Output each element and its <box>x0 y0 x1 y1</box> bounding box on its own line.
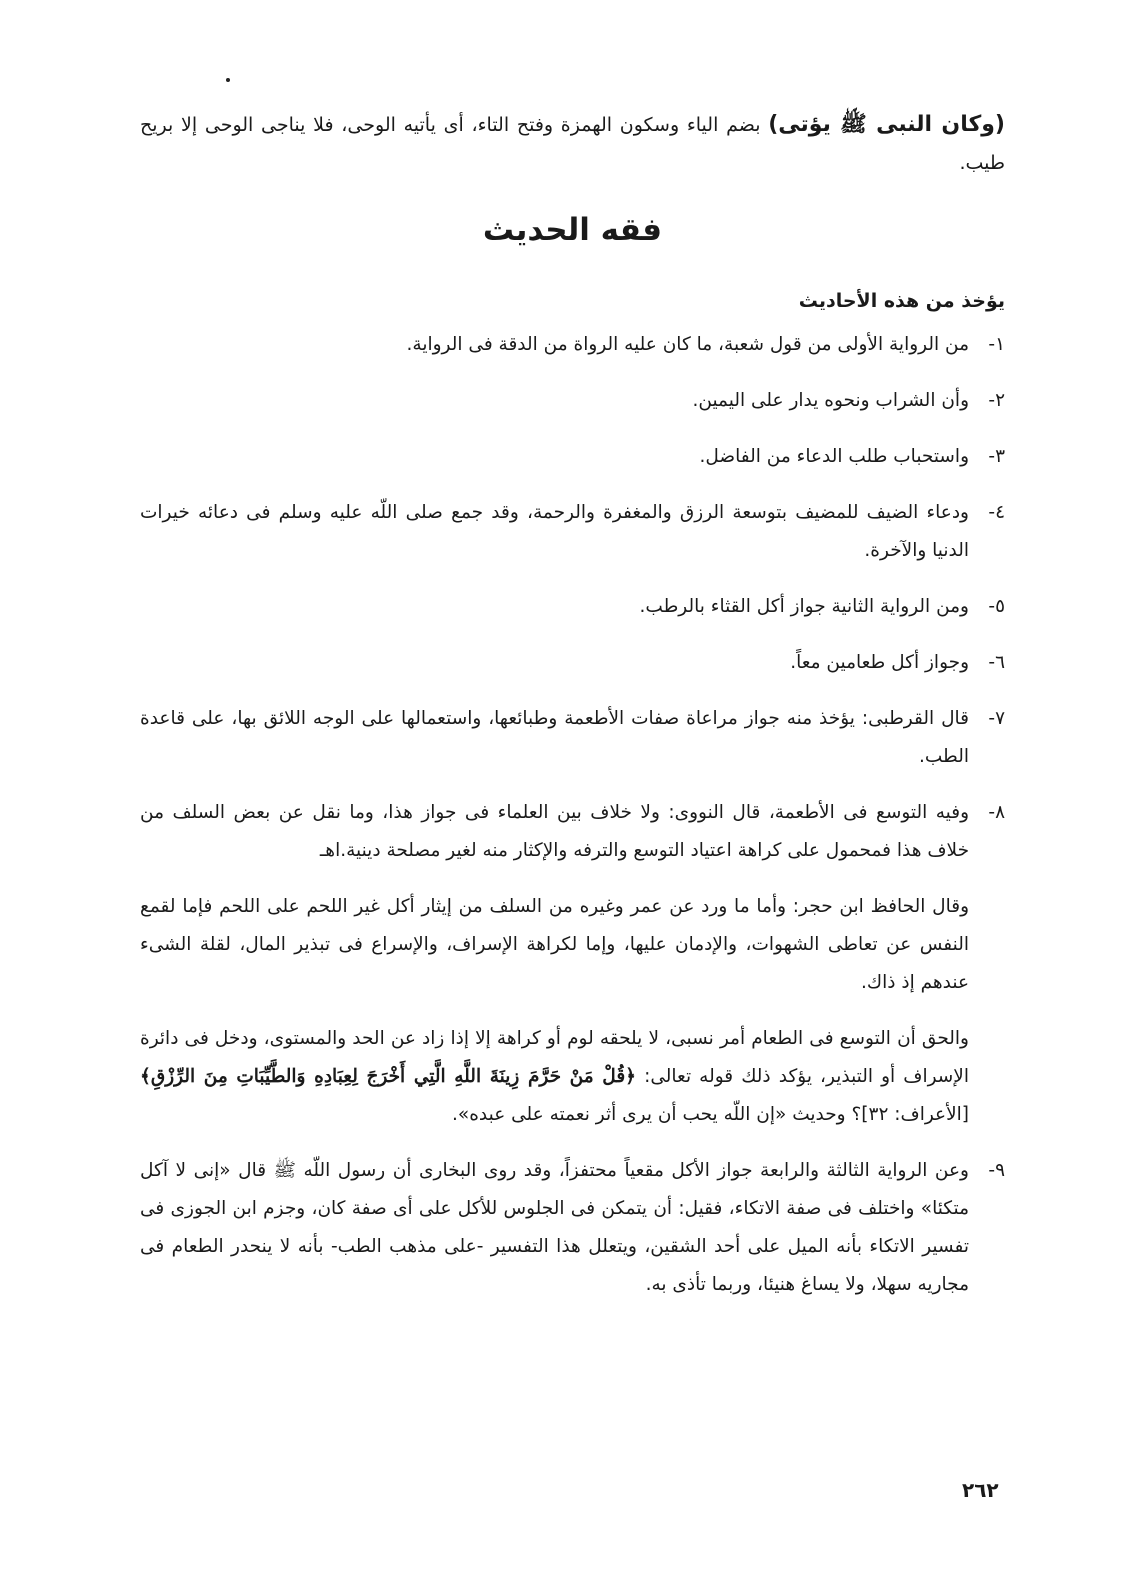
paragraph-moderation <box>140 1020 969 1134</box>
list-item <box>140 700 1005 776</box>
list-item <box>140 588 1005 626</box>
item-text: وجواز أكل طعامين معاً. <box>790 652 969 673</box>
item-text: قال القرطبى: يؤخذ منه جواز مراعاة صفات الأطعمة وطبائعها، واستعمالها على الوجه اللائق بها، على قاعدة الطب. <box>140 708 969 767</box>
item-number: ٤- <box>988 502 1005 523</box>
list-item <box>140 494 1005 570</box>
paragraph-text: والحق أن التوسع فى الطعام أمر نسبى، لا يلحقه لوم أو كراهة إلا إذا زاد عن الحد والمستوى، ودخل فى دائرة الإسراف أو التبذير، يؤكد ذلك قوله تعالى: <box>140 1028 969 1087</box>
item-number: ٨- <box>988 802 1005 823</box>
item-number: ٥- <box>988 596 1005 617</box>
list-item <box>140 794 1005 870</box>
item-text: ومن الرواية الثانية جواز أكل القثاء بالرطب. <box>639 596 969 617</box>
item-text: وأن الشراب ونحوه يدار على اليمين. <box>692 390 969 411</box>
list-item <box>140 382 1005 420</box>
item-text: ودعاء الضيف للمضيف بتوسعة الرزق والمغفرة والرحمة، وقد جمع صلى اللّه عليه وسلم فى دعائه خيرات الدنيا والآخرة. <box>140 502 969 561</box>
list-item <box>140 438 1005 476</box>
item-number: ٧- <box>988 708 1005 729</box>
intro-paragraph <box>140 106 1005 182</box>
subheading: يؤخذ من هذه الأحاديث <box>798 290 1005 312</box>
item-number: ٩- <box>988 1160 1005 1181</box>
item-number: ١- <box>988 334 1005 355</box>
paragraph-text: [الأعراف: ٣٢]؟ وحديث «إن اللّه يحب أن يرى أثر نعمته على عبده». <box>452 1104 969 1125</box>
item-number: ٦- <box>988 652 1005 673</box>
intro-text: بضم الياء وسكون الهمزة وفتح التاء، أى يأتيه الوحى، فلا يناجى الوحى إلا بريح طيب. <box>140 114 1005 174</box>
quran-verse: ﴿قُلْ مَنْ حَرَّمَ زِينَةَ اللَّهِ الَّتِي أَخْرَجَ لِعِبَادِهِ وَالطَّيِّبَاتِ مِنَ الرِّزْقِ﴾ <box>140 1066 637 1087</box>
item-number: ٣- <box>988 446 1005 467</box>
page-body <box>140 70 1005 1322</box>
list-item <box>140 1152 1005 1304</box>
list-item <box>140 644 1005 682</box>
item-text: وعن الرواية الثالثة والرابعة جواز الأكل مقعياً محتفزاً، وقد روى البخارى أن رسول اللّه ﷺ قال «إنى لا آكل متكئا» واختلف فى صفة الاتكاء، فقيل: أن يتمكن فى الجلوس للأكل على أى صفة كان، وجزم ابن الجوزى فى تفسير الاتكاء بأنه الميل على أحد الشقين، ويتعلل هذا التفسير -على مذهب الطب- بأنه لا ينحدر الطعام فى مجاريه سهلا، ولا يساغ هنيئا، وربما تأذى به. <box>140 1160 969 1295</box>
item-text: وفيه التوسع فى الأطعمة، قال النووى: ولا خلاف بين العلماء فى جواز هذا، وما نقل عن بعض السلف من خلاف هذا فمحمول على كراهة اعتياد التوسع والترفه والإكثار منه لغير مصلحة دينية.اهـ <box>140 802 969 861</box>
item-text: واستحباب طلب الدعاء من الفاضل. <box>699 446 969 467</box>
paragraph-ibn-hajar: وقال الحافظ ابن حجر: وأما ما ورد عن عمر وغيره من السلف من إيثار أكل غير اللحم على اللحم فإما لقمع النفس عن تعاطى الشهوات، والإدمان عليها، وإما لكراهة الإسراف، والإسراع فى تبذير المال، لقلة الشىء عندهم إذ ذاك. <box>140 896 969 993</box>
list-item <box>140 326 1005 364</box>
item-text: من الرواية الأولى من قول شعبة، ما كان عليه الرواة من الدقة فى الرواية. <box>406 334 969 355</box>
section-title: فقه الحديث <box>482 212 663 248</box>
page-number: ٢٦٢ <box>962 1478 999 1502</box>
item-number: ٢- <box>988 390 1005 411</box>
intro-lead: (وكان النبى ﷺ يؤتى) <box>768 112 1005 137</box>
